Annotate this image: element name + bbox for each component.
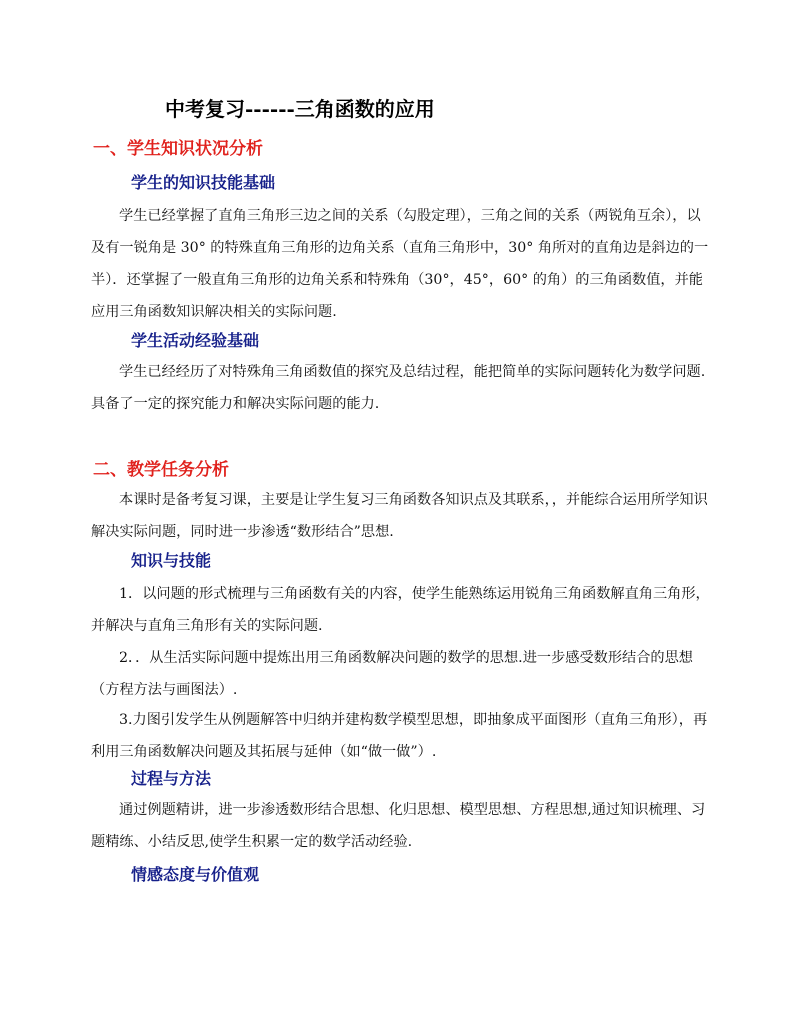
list-item-3 — [91, 704, 711, 768]
list-item-text: 3.力图引发学生从例题解答中归纳并建构数学模型思想，即抽象成平面图形（直角三角形），再利用三角函数解决问题及其拓展与延伸（如“做一做”）. — [91, 712, 708, 760]
list-item-2 — [91, 642, 711, 706]
subheading-attitude-and-values: 情感态度与价值观 — [131, 865, 260, 884]
list-item-text: 2．．从生活实际问题中提炼出用三角函数解决问题的数学的思想.进一步感受数形结合的思想（方程方法与画图法）. — [91, 650, 693, 698]
paragraph-process-and-method — [91, 794, 711, 858]
subheading-activity-experience-basis: 学生活动经验基础 — [131, 331, 260, 350]
paragraph-knowledge-skills-basis — [91, 200, 711, 328]
paragraph-teaching-task-intro — [91, 484, 711, 548]
section-heading-student-analysis: 一、学生知识状况分析 — [93, 139, 263, 159]
subheading-knowledge-skills-basis: 学生的知识技能基础 — [131, 173, 276, 192]
paragraph-text: 通过例题精讲，进一步渗透数形结合思想、化归思想、模型思想、方程思想,通过知识梳理、习题精练、小结反思,使学生积累一定的数学活动经验. — [91, 802, 706, 850]
paragraph-text: 学生已经掌握了直角三角形三边之间的关系（勾股定理），三角之间的关系（两锐角互余），以及有一锐角是 30° 的特殊直角三角形的边角关系（直角三角形中，30° 角所对的直角边是斜边的一半）．还掌握了一般直角三角形的边角关系和特殊角（30°，45°，60° 的角）的三角函数值，并能应用三角函数知识解决相关的实际问题. — [91, 208, 709, 320]
subheading-process-and-method: 过程与方法 — [131, 769, 212, 788]
paragraph-text: 学生已经经历了对特殊角三角函数值的探究及总结过程，能把简单的实际问题转化为数学问题.具备了一定的探究能力和解决实际问题的能力. — [91, 364, 706, 412]
subheading-knowledge-and-skills: 知识与技能 — [131, 551, 212, 570]
paragraph-activity-experience-basis — [91, 356, 711, 420]
section-heading-teaching-task-analysis: 二、教学任务分析 — [93, 460, 229, 480]
document-title: 中考复习------三角函数的应用 — [165, 97, 435, 121]
paragraph-text: 本课时是备考复习课，主要是让学生复习三角函数各知识点及其联系，，并能综合运用所学知识解决实际问题，同时进一步渗透“数形结合”思想. — [91, 492, 708, 540]
list-item-text: 1．以问题的形式梳理与三角函数有关的内容，使学生能熟练运用锐角三角函数解直角三角形，并解决与直角三角形有关的实际问题. — [91, 586, 710, 634]
list-item-1 — [91, 578, 711, 642]
